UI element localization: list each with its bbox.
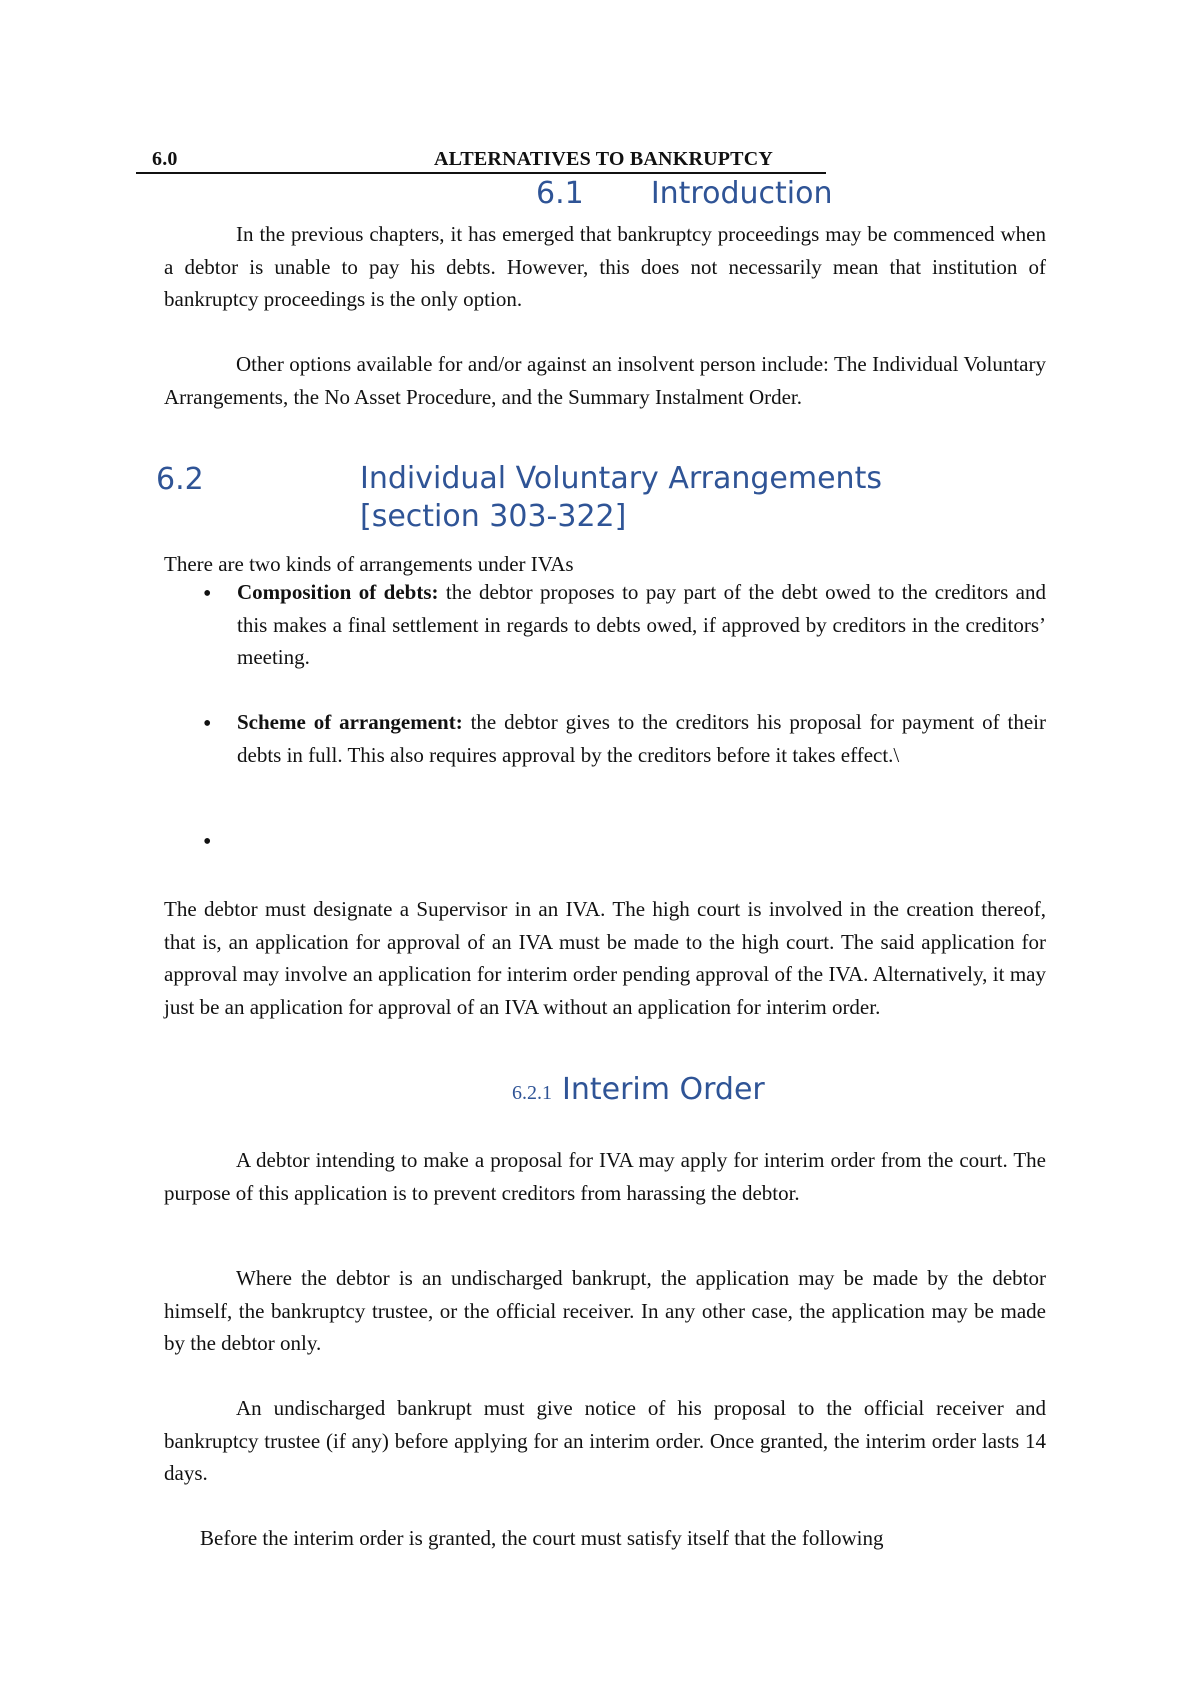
section-6-2-1-heading	[512, 1070, 765, 1115]
iva-intro: There are two kinds of arrangements under IVAs	[164, 552, 574, 576]
chapter-title: ALTERNATIVES TO BANKRUPTCY	[434, 148, 773, 170]
bullet-term: Scheme of arrangement:	[237, 710, 463, 734]
intro-paragraph-1: In the previous chapters, it has emerged that bankruptcy proceedings may be commenced when a debtor is unable to pay his debts. However, this does not necessarily mean that institution of bankruptcy proceedings is the only option.	[164, 222, 1046, 311]
interim-paragraph-4: Before the interim order is granted, the court must satisfy itself that the following	[200, 1526, 884, 1550]
section-6-2-1-number: 6.2.1	[512, 1082, 552, 1104]
chapter-heading	[136, 146, 826, 174]
section-6-1-title: Introduction	[650, 176, 833, 211]
section-6-2-number: 6.2	[156, 462, 204, 497]
empty-bullet-dot: •	[203, 829, 212, 855]
section-6-2-title-line-1: Individual Voluntary Arrangements	[360, 461, 882, 496]
interim-paragraph-1: A debtor intending to make a proposal for IVA may apply for interim order from the court. The purpose of this application is to prevent creditors from harassing the debtor.	[164, 1148, 1046, 1205]
section-6-2-title-line-2: [section 303-322]	[360, 499, 627, 534]
interim-paragraph-3: An undischarged bankrupt must give notice of his proposal to the official receiver and bankruptcy trustee (if any) before applying for an interim order. Once granted, the interim order lasts 14 days.	[164, 1396, 1046, 1485]
section-6-2-title	[360, 460, 882, 536]
intro-paragraph-2: Other options available for and/or against an insolvent person include: The Individual Voluntary Arrangements, the No Asset Procedure, and the Summary Instalment Order.	[164, 352, 1046, 409]
bullet-text: the debtor gives to the creditors his proposal for payment of their debts in full. This also requires approval by the creditors before it takes effect.\	[237, 710, 1046, 767]
bullet-text: the debtor proposes to pay part of the debt owed to the creditors and this makes a final settlement in regards to debts owed, if approved by creditors in the creditors’ meeting.	[237, 580, 1046, 669]
bullet-composition-of-debts	[237, 576, 1046, 674]
bullet-dot: •	[203, 581, 212, 607]
bullet-dot: •	[203, 711, 212, 737]
bullet-scheme-of-arrangement	[237, 706, 1046, 771]
section-6-1-heading	[536, 174, 832, 214]
section-6-1-number: 6.1	[536, 176, 584, 211]
interim-paragraph-2: Where the debtor is an undischarged bankrupt, the application may be made by the debtor himself, the bankruptcy trustee, or the official receiver. In any other case, the application may be made by the debtor only.	[164, 1266, 1046, 1355]
bullet-term: Composition of debts:	[237, 580, 439, 604]
chapter-number: 6.0	[152, 148, 178, 170]
supervisor-paragraph: The debtor must designate a Supervisor in an IVA. The high court is involved in the creation thereof, that is, an application for approval of an IVA must be made to the high court. The said application for approval may involve an application for interim order pending approval of the IVA. Alternatively, it may just be an application for approval of an IVA without an application for interim order.	[164, 897, 1046, 1019]
section-6-2-1-title: Interim Order	[562, 1072, 765, 1107]
